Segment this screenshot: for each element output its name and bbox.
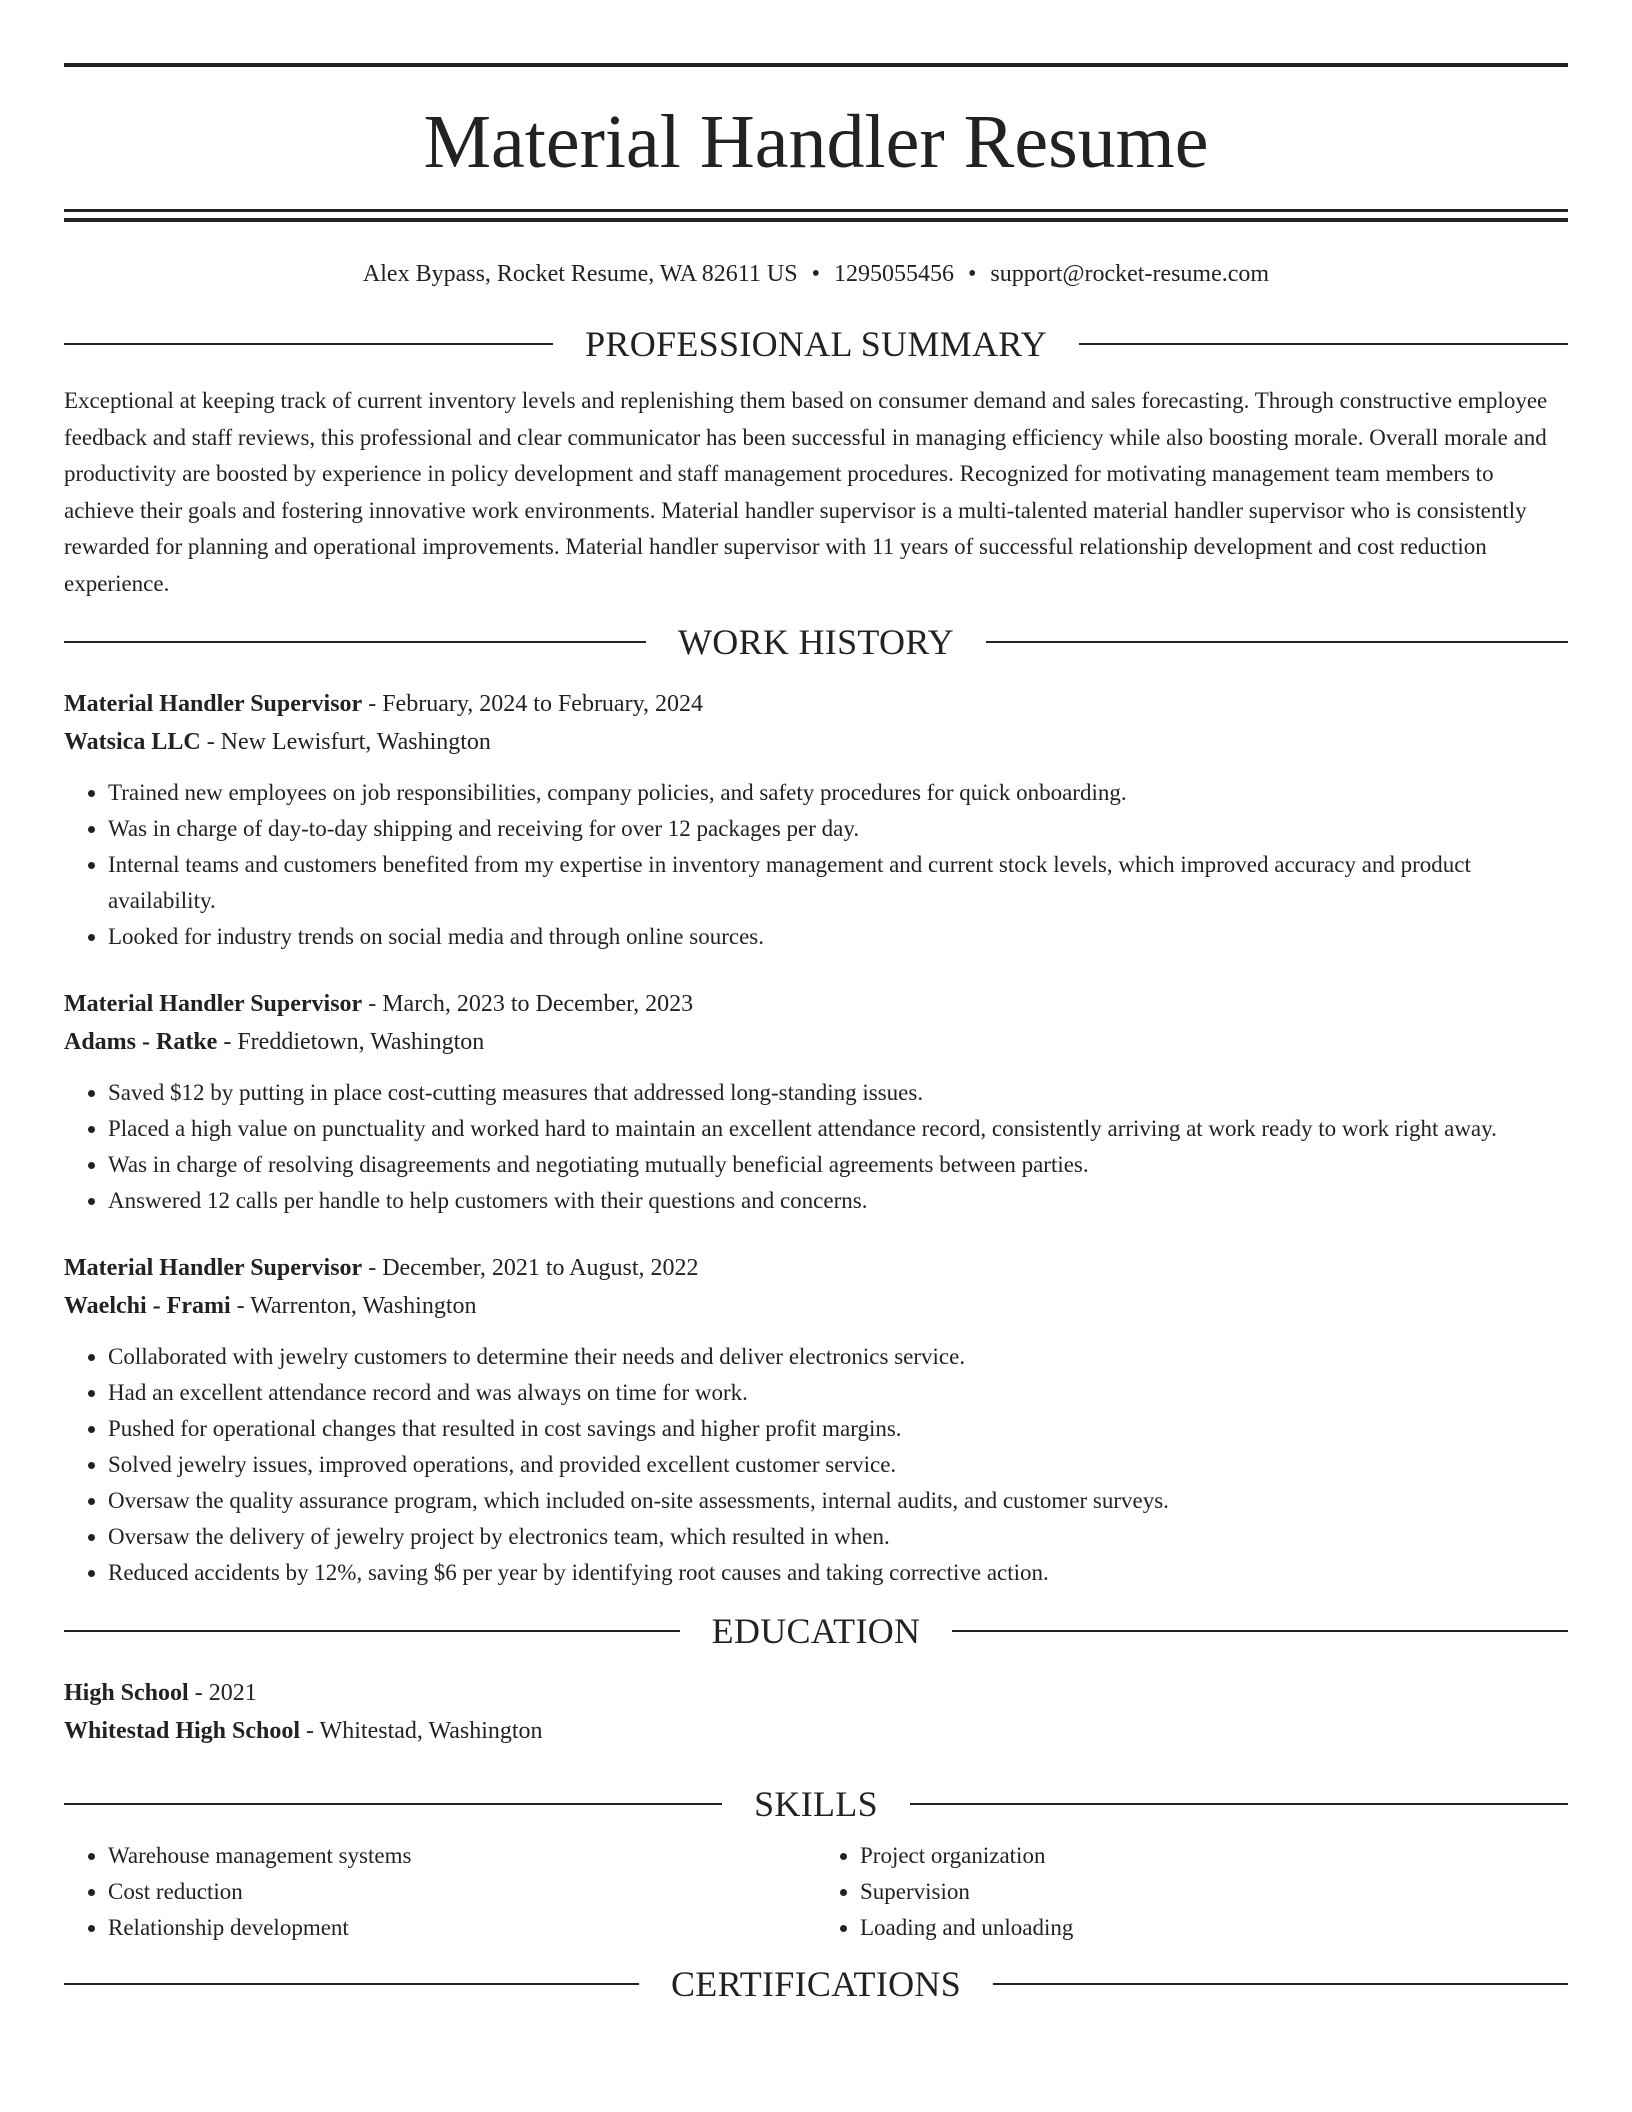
contact-phone: 1295055456: [833, 261, 954, 287]
resume-title: Material Handler Resume: [423, 100, 1209, 184]
skill-item: • Cost reduction: [108, 1874, 816, 1910]
job-bullets: [64, 1075, 1568, 1219]
job-title: Material Handler Supervisor: [64, 991, 363, 1017]
job-company-line: [64, 723, 1568, 761]
education-degree-line: [64, 1674, 1568, 1712]
summary-heading: PROFESSIONAL SUMMARY: [585, 324, 1047, 364]
list-item: • Oversaw the quality assurance program, which included on-site assessments, internal audits, and customer surveys.: [108, 1483, 1568, 1519]
skill-item: • Loading and unloading: [860, 1910, 1568, 1946]
skills-grid: [64, 1838, 1568, 1946]
list-item: • Oversaw the delivery of jewelry project by electronics team, which resulted in when.: [108, 1519, 1568, 1555]
list-item: • Solved jewelry issues, improved operations, and provided excellent customer service.: [108, 1447, 1568, 1483]
skills-column-right: [816, 1838, 1568, 1946]
list-item: • Trained new employees on job responsibilities, company policies, and safety procedures for quick onboarding.: [108, 775, 1568, 811]
list-item: • Saved $12 by putting in place cost-cutting measures that addressed long-standing issues.: [108, 1075, 1568, 1111]
job-title-line: [64, 985, 1568, 1023]
education-school: Whitestad High School: [64, 1718, 301, 1744]
job-dates: - December, 2021 to August, 2022: [362, 1255, 699, 1281]
job-title-line: [64, 1249, 1568, 1287]
job-company: Watsica LLC: [64, 729, 201, 755]
job-entry: [64, 985, 1568, 1219]
contact-line: [64, 259, 1568, 289]
work-heading: WORK HISTORY: [678, 622, 954, 662]
job-entry: [64, 1249, 1568, 1591]
list-item: • Placed a high value on punctuality and worked hard to maintain an excellent attendance record, consistently arriving at work ready to work right away.: [108, 1111, 1568, 1147]
list-item: • Looked for industry trends on social media and through online sources.: [108, 919, 1568, 955]
list-item: • Answered 12 calls per handle to help customers with their questions and concerns.: [108, 1183, 1568, 1219]
job-dates: - February, 2024 to February, 2024: [362, 691, 704, 717]
section-heading-skills: [64, 1784, 1568, 1824]
title-double-rule: [64, 209, 1568, 222]
skills-heading: SKILLS: [754, 1784, 878, 1824]
job-location: - Warrenton, Washington: [230, 1293, 477, 1319]
job-bullets: [64, 1339, 1568, 1591]
section-heading-summary: [64, 324, 1568, 364]
skills-column-left: [64, 1838, 816, 1946]
education-location: - Whitestad, Washington: [300, 1718, 543, 1744]
education-degree: High School: [64, 1680, 189, 1706]
contact-separator: •: [811, 261, 820, 287]
job-title-line: [64, 685, 1568, 723]
skill-item: • Supervision: [860, 1874, 1568, 1910]
list-item: • Had an excellent attendance record and was always on time for work.: [108, 1375, 1568, 1411]
job-company: Adams - Ratke: [64, 1029, 218, 1055]
list-item: • Pushed for operational changes that resulted in cost savings and higher profit margins.: [108, 1411, 1568, 1447]
job-company-line: [64, 1023, 1568, 1061]
section-heading-work: [64, 622, 1568, 662]
job-location: - Freddietown, Washington: [217, 1029, 485, 1055]
list-item: • Was in charge of day-to-day shipping and receiving for over 12 packages per day.: [108, 811, 1568, 847]
education-entry: [64, 1674, 1568, 1750]
skill-item: • Relationship development: [108, 1910, 816, 1946]
top-rule: [64, 63, 1568, 67]
skill-item: • Warehouse management systems: [108, 1838, 816, 1874]
job-title: Material Handler Supervisor: [64, 1255, 363, 1281]
summary-text: Exceptional at keeping track of current inventory levels and replenishing them based on consumer demand and sales forecasting. Through constructive employee feedback and staff reviews, this professional and clear communicator has been successful in managing efficiency while also boosting morale. Overall morale and productivity are boosted by experience in policy development and staff management procedures. Recognized for motivating management team members to achieve their goals and fostering innovative work environments. Material handler supervisor is a multi-talented material handler supervisor who is consistently rewarded for planning and operational improvements. Material handler supervisor with 11 years of successful relationship development and cost reduction experience.: [64, 388, 1548, 596]
job-location: - New Lewisfurt, Washington: [200, 729, 491, 755]
certifications-heading: CERTIFICATIONS: [670, 1964, 962, 2004]
section-heading-education: [64, 1611, 1568, 1651]
list-item: • Reduced accidents by 12%, saving $6 per year by identifying root causes and taking corrective action.: [108, 1555, 1568, 1591]
contact-email: support@rocket-resume.com: [990, 261, 1270, 287]
list-item: • Internal teams and customers benefited from my expertise in inventory management and current stock levels, which improved accuracy and product availability.: [108, 847, 1568, 919]
contact-separator: •: [967, 261, 977, 287]
list-item: • Was in charge of resolving disagreements and negotiating mutually beneficial agreements between parties.: [108, 1147, 1568, 1183]
job-company: Waelchi - Frami: [64, 1293, 231, 1319]
job-dates: - March, 2023 to December, 2023: [362, 991, 694, 1017]
education-year: - 2021: [188, 1680, 257, 1706]
contact-address: Alex Bypass, Rocket Resume, WA 82611 US: [362, 261, 798, 287]
job-company-line: [64, 1287, 1568, 1325]
list-item: • Collaborated with jewelry customers to determine their needs and deliver electronics service.: [108, 1339, 1568, 1375]
education-school-line: [64, 1712, 1568, 1750]
section-heading-certifications: [64, 1964, 1568, 2004]
job-title: Material Handler Supervisor: [64, 691, 363, 717]
skill-item: • Project organization: [860, 1838, 1568, 1874]
job-entry: [64, 685, 1568, 955]
job-bullets: [64, 775, 1568, 955]
education-heading: EDUCATION: [711, 1611, 921, 1651]
